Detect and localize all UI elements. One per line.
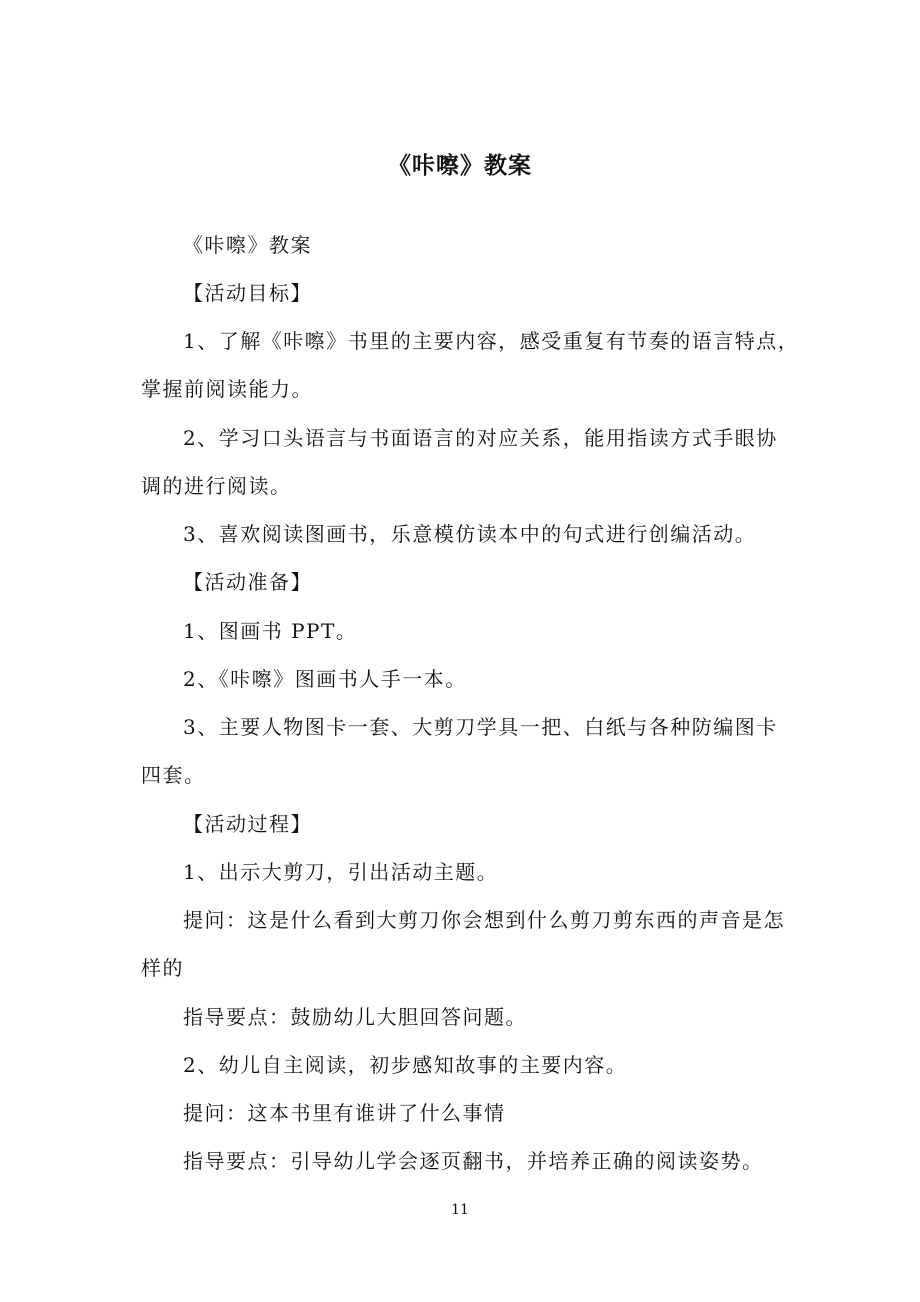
page-number: 11 [451,1202,469,1218]
paragraph-line: 2、《咔嚓》图画书人手一本。 [183,667,467,691]
paragraph-line: 2、学习口头语言与书面语言的对应关系，能用指读方式手眼协 [183,426,778,450]
section-heading-goals: 【活动目标】 [183,281,312,305]
paragraph-line: 2、幼儿自主阅读，初步感知故事的主要内容。 [183,1053,628,1077]
paragraph-line: 1、了解《咔嚓》书里的主要内容，感受重复有节奏的语言特点， [183,329,800,353]
paragraph-line: 提问：这本书里有谁讲了什么事情 [183,1101,506,1125]
paragraph-line: 3、喜欢阅读图画书，乐意模仿读本中的句式进行创编活动。 [183,522,757,546]
paragraph-line: 调的进行阅读。 [141,474,292,498]
paragraph-line: 样的 [141,956,184,980]
paragraph-line: 四套。 [141,763,206,787]
paragraph-line: 指导要点：引导幼儿学会逐页翻书，并培养正确的阅读姿势。 [183,1149,764,1173]
paragraph-line: 《咔嚓》教案 [183,233,312,257]
paragraph-line: 指导要点：鼓励幼儿大胆回答问题。 [183,1005,527,1029]
section-heading-process: 【活动过程】 [183,812,312,836]
paragraph-line: 3、主要人物图卡一套、大剪刀学具一把、白纸与各种防编图卡 [183,715,778,739]
paragraph-line: 掌握前阅读能力。 [141,377,313,401]
paragraph-line: 1、出示大剪刀，引出活动主题。 [183,860,499,884]
paragraph-line: 提问：这是什么看到大剪刀你会想到什么剪刀剪东西的声音是怎 [183,908,785,932]
section-heading-preparation: 【活动准备】 [183,570,312,594]
paragraph-line: 1、图画书 PPT。 [183,619,358,643]
document-title: 《咔嚓》教案 [388,153,532,179]
